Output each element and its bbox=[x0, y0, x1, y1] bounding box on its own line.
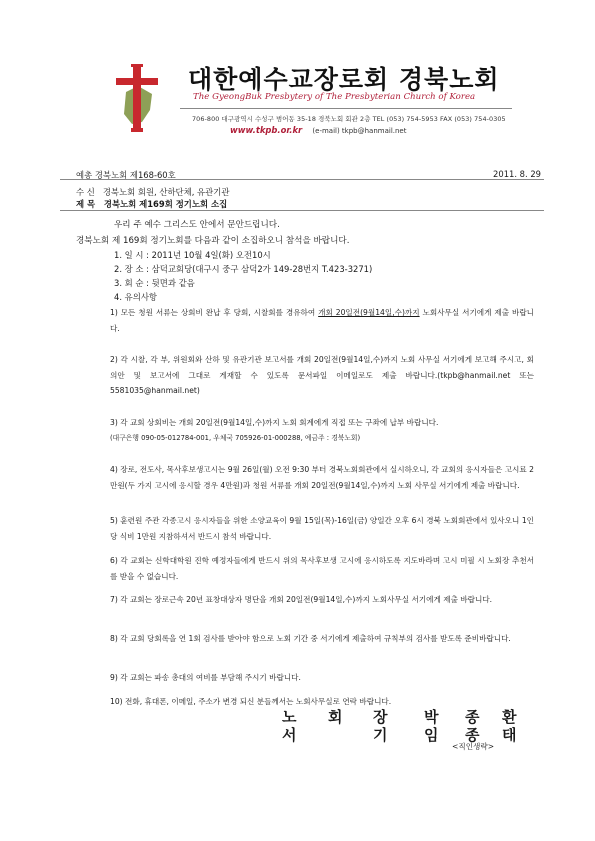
cross-vertical bbox=[133, 66, 141, 130]
note-3: 3) 각 교회 상회비는 개회 20일전(9월14일,수)까지 노회 회계에게 직접 또는 구좌에 납부 바랍니다. (대구은행 090-05-012784-001, 우체국 705926-01-000288, 예금주 : 경북노회) bbox=[110, 415, 534, 446]
letterhead-contact bbox=[230, 125, 406, 135]
recipient-line bbox=[76, 186, 229, 198]
website-link[interactable]: www.tkpb.or.kr bbox=[230, 125, 303, 135]
clerk-title-char-1: 서 bbox=[282, 726, 297, 744]
note-7: 7) 각 교회는 장로근속 20년 표창대상자 명단을 개회 20일전(9월14일,수)까지 노회사무실 서기에게 제출 바랍니다. bbox=[110, 595, 493, 604]
chair-title-char-2: 회 bbox=[328, 708, 343, 726]
clerk-name-char-1: 임 bbox=[424, 726, 439, 744]
seal-omitted-note: <직인생략> bbox=[452, 742, 495, 751]
clerk-title-char-2: 기 bbox=[373, 726, 388, 744]
item-agenda: 3. 회 순 : 뒷면과 같음 bbox=[114, 278, 195, 288]
greeting: 우리 주 예수 그리스도 안에서 문안드립니다. bbox=[114, 220, 280, 230]
chair-name-char-2: 종 bbox=[465, 708, 480, 726]
presbytery-cross-logo bbox=[112, 64, 162, 132]
org-name-english: The GyeongBuk Presbytery of The Presbyterian Church of Korea bbox=[193, 92, 476, 102]
deadline-underlined: 개회 20일전(9월14일,수)까지 bbox=[318, 308, 420, 317]
document-number: 예총 경북노회 제168-60호 bbox=[76, 170, 176, 180]
subject-value: 경북노회 제169회 정기노회 소집 bbox=[103, 199, 228, 209]
chair-name-char-3: 환 bbox=[502, 708, 517, 726]
note-5: 5) 훈련원 주관 각종고시 응시자들을 위한 소양교육이 9월 15일(목)-16일(금) 양일간 오후 6시 경북 노회회관에서 있사오니 1인당 식비 1만원 지참하셔서 반드시 참석 바랍니다. bbox=[110, 516, 534, 541]
document-date: 2011. 8. 29 bbox=[493, 169, 541, 179]
note-10: 10) 전화, 휴대폰, 이메일, 주소가 변경 되신 분들께서는 노회사무실로 연락 바랍니다. bbox=[110, 697, 392, 706]
org-name: 대한예수교장로회 경북노회 bbox=[188, 65, 500, 94]
clerk-name-char-2: 종 bbox=[465, 726, 480, 744]
header-divider bbox=[60, 179, 544, 180]
chair-name-char-1: 박 bbox=[424, 708, 439, 726]
letterhead-address: 706-800 대구광역시 수성구 범어동 35-18 경북노회 회관 2층 TEL (053) 754-5953 FAX (053) 754-0305 bbox=[192, 115, 506, 123]
clerk-name-char-3: 태 bbox=[502, 726, 517, 744]
item-place: 2. 장 소 : 삼덕교회당(대구시 중구 삼덕2가 149-28번지 T.423-3271) bbox=[114, 264, 373, 274]
note-2: 2) 각 시찰, 각 부, 위원회와 산하 및 유관기관 보고서를 개회 20일전(9월14일,수)까지 노회 사무실 서기에게 보고해 주시고, 회의안 및 보고서에 그대로 게재할 수 있도록 문서파일 이메일로도 제출 바랍니다.(tkpb@hanmail.net 또는 5581035@hanmail.net) bbox=[110, 355, 534, 396]
chair-title-char-1: 노 bbox=[282, 708, 297, 726]
note-8: 8) 각 교회 당회록을 연 1회 검사를 받아야 함으로 노회 기간 중 서기에게 제출하여 규칙부의 검사를 받도록 준비바랍니다. bbox=[110, 634, 511, 643]
letterhead-divider bbox=[180, 108, 512, 109]
recipient-value: 경북노회 회원, 산하단체, 유관기관 bbox=[102, 187, 230, 197]
chair-title-char-3: 장 bbox=[373, 708, 388, 726]
item-notes-heading: 4. 유의사항 bbox=[114, 292, 158, 302]
note-1: 1) 모든 청원 서류는 상회비 완납 후 당회, 시찰회를 경유하여 개회 20일전(9월14일,수)까지 노회사무실 서기에게 제출 바랍니다. bbox=[110, 308, 534, 333]
note-6: 6) 각 교회는 신학대학원 진학 예정자들에게 반드시 위의 목사후보생 고시에 응시하도록 지도바라며 고시 미필 시 노회장 추천서를 받을 수 없습니다. bbox=[110, 556, 534, 581]
subject-divider bbox=[60, 210, 544, 211]
note-4: 4) 장로, 전도사, 목사후보생고시는 9월 26일(월) 오전 9:30 부터 경북노회회관에서 실시하오니, 각 교회의 응시자들은 고시료 2만원(두 가지 고시에 응시할 경우 4만원)과 청원 서류를 개회 20일전(9월14일,수)까지 노회 사무실 서기에게 제출 바랍니다. bbox=[110, 465, 534, 490]
bank-accounts: (대구은행 090-05-012784-001, 우체국 705926-01-000288, 예금주 : 경북노회) bbox=[110, 433, 361, 442]
recipient-label: 수 신 bbox=[76, 187, 95, 197]
email-address[interactable]: (e-mail) tkpb@hanmail.net bbox=[312, 127, 407, 135]
intro-text: 경북노회 제 169회 정기노회를 다음과 같이 소집하오니 참석을 바랍니다. bbox=[76, 236, 350, 246]
subject-line bbox=[76, 198, 227, 210]
item-date: 1. 일 시 : 2011년 10월 4일(화) 오전10시 bbox=[114, 250, 271, 260]
note-9: 9) 각 교회는 파송 총대의 여비를 부담해 주시기 바랍니다. bbox=[110, 673, 301, 682]
subject-label: 제 목 bbox=[76, 199, 96, 209]
cross-horizontal bbox=[116, 78, 158, 85]
